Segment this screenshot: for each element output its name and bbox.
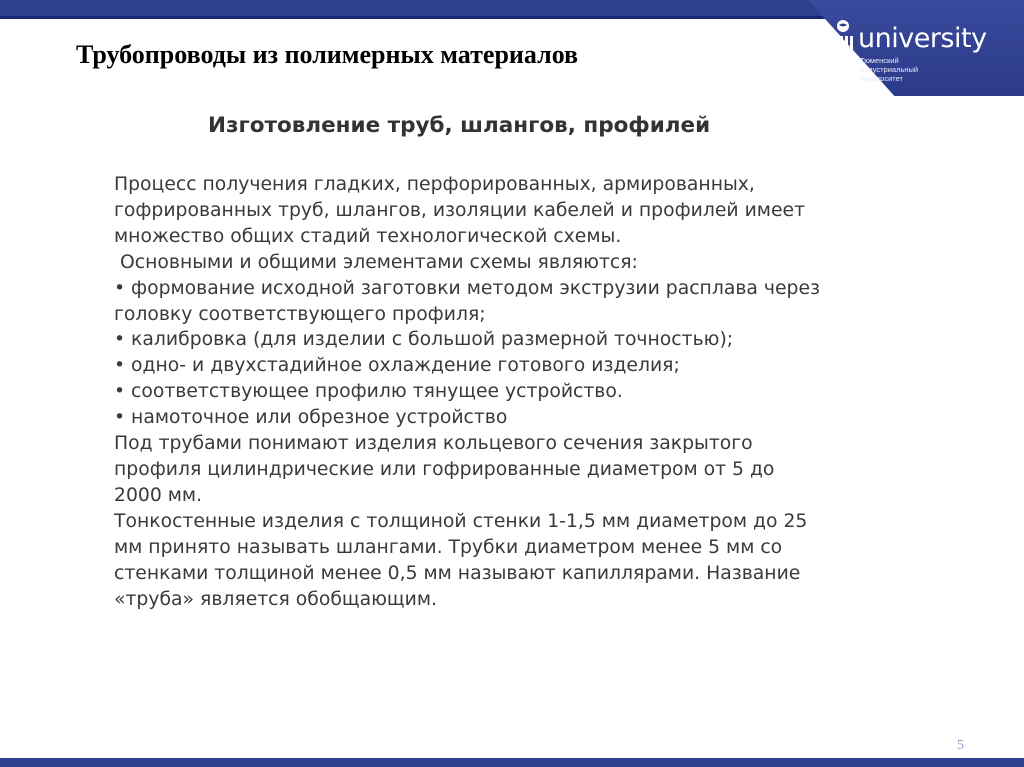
bullet-item: • калибровка (для изделии с большой размерной точностью); — [114, 329, 734, 351]
logo-subtitle-line: университет — [860, 74, 903, 83]
body-line: Тонкостенные изделия с толщиной стенки 1-1,5 мм диаметром до 25 — [114, 510, 808, 532]
page-title: Трубопроводы из полимерных материалов — [76, 40, 579, 69]
body-line: Под трубами понимают изделия кольцевого сечения закрытого — [114, 433, 753, 455]
bullet-item: • формование исходной заготовки методом экструзии расплава через — [114, 277, 821, 299]
logo-subtitle-line: индустриальный — [860, 65, 919, 74]
page-number: 5 — [957, 738, 964, 753]
section-subtitle: Изготовление труб, шлангов, профилей — [208, 113, 711, 138]
body-line: 2000 мм. — [114, 484, 203, 506]
body-line: множество общих стадий технологической схемы. — [114, 225, 622, 247]
university-logo — [832, 18, 1012, 88]
university-logo-mark-icon — [832, 20, 854, 76]
body-line: Основными и общими элементами схемы являются: — [120, 251, 638, 273]
body-line: гофрированных труб, шлангов, изоляции кабелей и профилей имеет — [114, 199, 806, 221]
body-line: стенками толщиной менее 0,5 мм называют капиллярами. Название — [114, 562, 801, 584]
logo-subtitle-line: Тюменский — [860, 56, 899, 65]
body-line: головку соответствующего профиля; — [114, 303, 486, 325]
body-line: Процесс получения гладких, перфорированных, армированных, — [114, 174, 755, 195]
body-line: «труба» является обобщающим. — [114, 588, 437, 610]
bullet-item: • соответствующее профилю тянущее устройство. — [114, 381, 623, 403]
body-line: мм принято называть шлангами. Трубки диаметром менее 5 мм со — [114, 536, 783, 558]
bottom-accent-line — [0, 758, 1024, 767]
logo-word: university — [858, 23, 987, 54]
logo-subtitle — [860, 56, 950, 83]
body-line: профиля цилиндрические или гофрированные диаметром от 5 до — [114, 458, 775, 480]
body-text — [114, 172, 934, 612]
bullet-item: • намоточное или обрезное устройство — [114, 407, 508, 429]
bullet-item: • одно- и двухстадийное охлаждение готового изделия; — [114, 355, 680, 377]
